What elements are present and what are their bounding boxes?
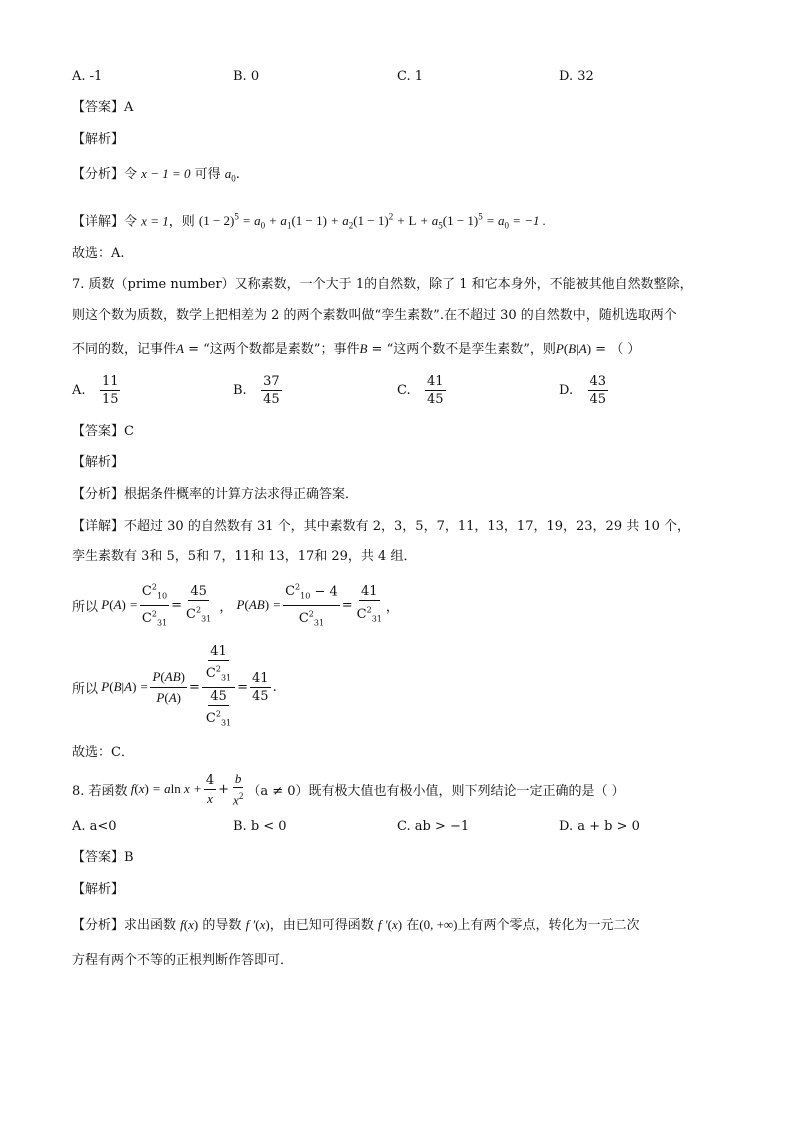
q8-fenxi-line2: 方程有两个不等的正根判断作答即可． <box>72 953 294 968</box>
q6-choice: 故选：A. <box>72 246 125 261</box>
q6-expansion-formula: $(1 - 2)^5 = a_0 + a_1(1 - 1) + a_2(1 - 1)^2 + L + a_5(1 - 1)^5 = a_0 = -1$ . <box>198 212 547 231</box>
q7-xiangjie-line1: 【详解】不超过 30 的自然数有 31 个，其中素数有 2，3，5，7，11，13，17，19，23，29 共 10 个， <box>72 519 691 534</box>
q7-pa-pab-formula: 所以 P(A) = $\frac{C^2_{10}}{C^2_{31}}$ = $\frac{45}{C^2_{31}}$ ， P(AB) = $\frac{C^2_{10} - 4}{C^2_{31}}$ = $\frac{41}{C^2_{31}}$ ， <box>72 580 399 631</box>
q8-option-a: A. a<0 <box>72 819 117 834</box>
q6-option-c: C. 1 <box>397 69 424 84</box>
q7-stem-line2: 则这个数为质数，数学上把相差为 2 的两个素数叫做“孪生素数”.在不超过 30 的自然数中，随机选取两个 <box>72 308 677 323</box>
q7-choice: 故选：C． <box>72 745 134 760</box>
q8-stem: 8. 若函数 f(x) = aln x + $\frac{4}{x}$ + $\frac{b}{x^2}$ （a ≠ 0）既有极大值也有极小值，则下列结论一定正确的是（ ） <box>72 771 625 808</box>
q6-option-b: B. 0 <box>233 69 260 84</box>
q6-xiangjie: 【详解】令 x = 1，则 $(1 - 2)^5 = a_0 + a_1(1 - 1) + a_2(1 - 1)^2 + L + a_5(1 - 1)^5 = a_0 = -1$ . <box>72 212 547 231</box>
q7-xiangjie-line2: 孪生素数有 3和 5，5和 7，11和 13，17和 29，共 4 组． <box>72 549 417 564</box>
q6-answer: 【答案】A <box>72 100 134 115</box>
q7-stem-line1: 7. 质数（prime number）又称素数，一个大于 1的自然数，除了 1 和它本身外，不能被其他自然数整除， <box>72 277 693 292</box>
q8-option-d: D. a + b > 0 <box>559 819 640 834</box>
q8-answer: 【答案】B <box>72 850 134 865</box>
q7-option-b: B. $\frac{37}{45}$ <box>233 374 280 407</box>
q6-option-a: A. -1 <box>72 69 103 84</box>
q7-conditional-formula: 所以 P(B|A) = $\frac{P(AB)}{P(A)}$ = $\frac{\frac{41}{C^2_{31}}}{\frac{45}{C^2_{31}}}$ = $\frac{41}{45}$ . <box>72 644 277 728</box>
q7-stem-line3: 不同的数，记事件A = “这两个数都是素数”；事件B = “这两个数不是孪生素数”，则P(B|A) = （ ） <box>72 341 641 357</box>
q8-option-c: C. ab > −1 <box>397 819 470 834</box>
q7-option-c: C. $\frac{41}{45}$ <box>397 374 444 407</box>
q7-fenxi: 【分析】根据条件概率的计算方法求得正确答案． <box>72 487 359 502</box>
q8-fenxi-line1: 【分析】求出函数 f(x) 的导数 f ′(x)，由已知可得函数 f ′(x) 在(0, +∞)上有两个零点，转化为一元二次 <box>72 917 640 933</box>
q7-option-a: A. $\frac{11}{15}$ <box>72 374 119 407</box>
q6-option-d: D. 32 <box>559 69 594 84</box>
q7-option-d: D. $\frac{43}{45}$ <box>559 374 607 407</box>
q8-analysis-label: 【解析】 <box>72 882 125 897</box>
q6-analysis-label: 【解析】 <box>72 132 125 147</box>
q7-answer: 【答案】C <box>72 424 134 439</box>
q7-analysis-label: 【解析】 <box>72 455 125 470</box>
q8-option-b: B. b < 0 <box>233 819 287 834</box>
q6-fenxi: 【分析】令 x − 1 = 0 可得 $a_0$. <box>72 166 240 184</box>
